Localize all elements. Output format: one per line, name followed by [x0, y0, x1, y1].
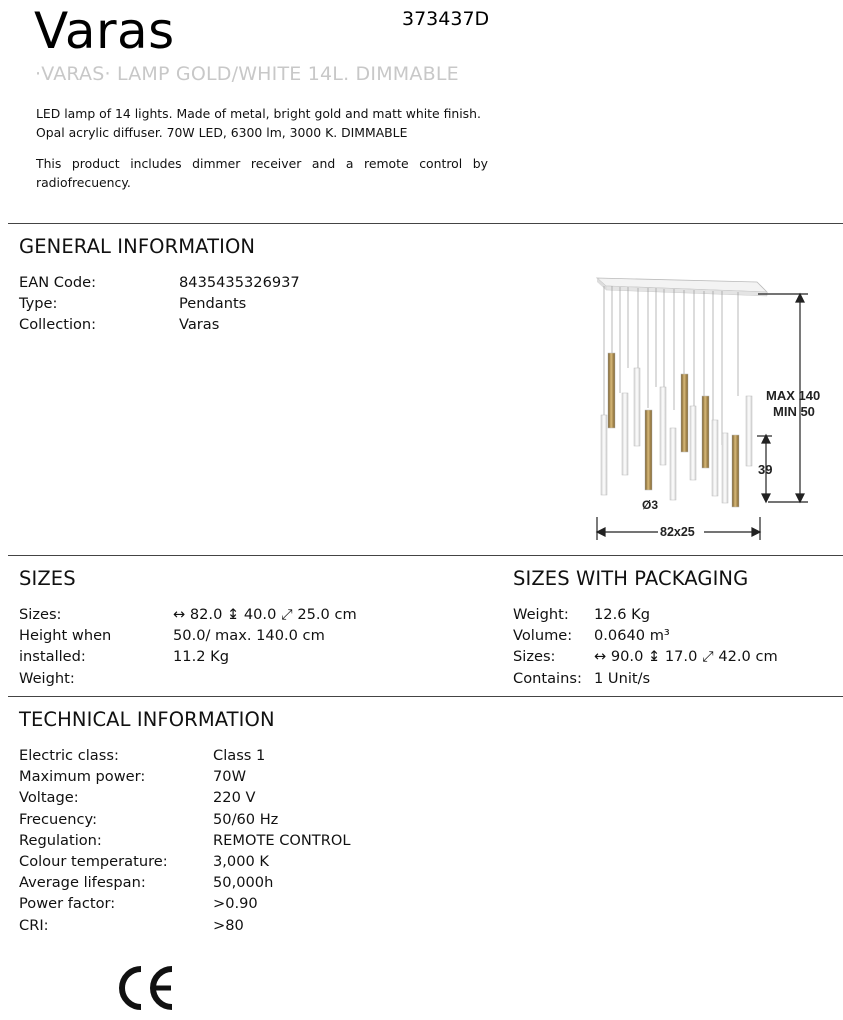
- white-tube: [746, 396, 752, 466]
- description-line-1: LED lamp of 14 lights. Made of metal, bright gold and matt white finish.: [36, 106, 481, 121]
- packaging-row: [513, 668, 778, 689]
- general-info-title: GENERAL INFORMATION: [19, 235, 256, 258]
- row-label: Average lifespan:: [19, 874, 146, 892]
- white-tube: [660, 387, 666, 465]
- row-label: CRI:: [19, 916, 49, 934]
- row-value: 50,000h: [213, 874, 274, 892]
- general-info-table: [19, 272, 300, 336]
- divider: [8, 696, 843, 697]
- row-label: Regulation:: [19, 831, 102, 849]
- row-value: REMOTE CONTROL: [213, 831, 351, 849]
- gold-tube: [732, 435, 739, 507]
- product-subtitle: ·VARAS· LAMP GOLD/WHITE 14L. DIMMABLE: [35, 63, 459, 85]
- row-value: 50/60 Hz: [213, 810, 279, 828]
- product-title: Varas: [34, 2, 175, 60]
- general-row-collection: [19, 314, 300, 335]
- white-tube: [690, 406, 696, 480]
- gold-tube: [702, 396, 709, 468]
- product-description: [36, 104, 488, 142]
- row-value: 0.0640 m³: [594, 627, 670, 645]
- row-label: Type:: [19, 295, 58, 313]
- row-value: Varas: [179, 316, 220, 334]
- row-label: Sizes:: [513, 648, 556, 666]
- technical-info-table: [19, 745, 350, 936]
- base-size-label: 82x25: [660, 525, 695, 539]
- divider: [8, 223, 843, 224]
- pendant-tubes: [601, 353, 752, 507]
- white-tube: [722, 433, 728, 503]
- diameter-label: Ø3: [642, 498, 659, 512]
- general-row-ean: [19, 272, 300, 293]
- ce-mark-icon: [114, 963, 178, 1013]
- tube-length-label: 39: [758, 462, 773, 477]
- product-reference: 373437D: [402, 8, 490, 30]
- packaging-row: [513, 646, 778, 667]
- weight-label: Weight:: [19, 669, 75, 687]
- gold-tube: [608, 353, 615, 428]
- white-tube: [601, 415, 607, 495]
- technical-row: [19, 915, 350, 936]
- gold-tube: [681, 374, 688, 452]
- packaging-row: [513, 625, 778, 646]
- row-label: Weight:: [513, 606, 569, 623]
- technical-row: [19, 809, 350, 830]
- sizes-values: [173, 604, 357, 668]
- packaging-table: [513, 604, 778, 689]
- row-value: 3,000 K: [213, 853, 269, 871]
- white-tube: [622, 393, 628, 475]
- height-value: 50.0/ max. 140.0 cm: [173, 627, 325, 645]
- row-label: Volume:: [513, 627, 573, 645]
- gold-tube: [645, 410, 652, 490]
- row-label: Contains:: [513, 669, 582, 687]
- row-label: Maximum power:: [19, 768, 146, 786]
- white-tube: [670, 428, 676, 500]
- technical-row: [19, 745, 350, 766]
- sizes-value: ↔ 82.0 ↨ 40.0 ⤢ 25.0 cm: [173, 606, 357, 623]
- row-value: 70W: [213, 768, 246, 786]
- installed-label: installed:: [19, 648, 86, 666]
- row-label: Colour temperature:: [19, 853, 168, 871]
- min-height-label: MIN 50: [773, 404, 815, 419]
- technical-row: [19, 872, 350, 893]
- general-row-type: [19, 293, 300, 314]
- row-value: 12.6 Kg: [594, 606, 650, 623]
- row-label: EAN Code:: [19, 274, 97, 291]
- max-height-label: MAX 140: [766, 388, 821, 403]
- technical-row: [19, 851, 350, 872]
- product-dimension-diagram: [562, 250, 842, 550]
- row-label: Collection:: [19, 316, 97, 334]
- row-value: >80: [213, 916, 244, 934]
- technical-row: [19, 830, 350, 851]
- white-tube: [712, 420, 718, 496]
- packaging-row: [513, 604, 778, 625]
- sizes-label: Sizes:: [19, 606, 62, 623]
- row-value: 220 V: [213, 789, 256, 807]
- row-label: Voltage:: [19, 789, 79, 807]
- white-tube: [634, 368, 640, 446]
- product-description-2: This product includes dimmer receiver and a remote control by radiofrecuency.: [36, 156, 488, 190]
- row-label: Electric class:: [19, 747, 119, 764]
- row-value: ↔ 90.0 ↨ 17.0 ⤢ 42.0 cm: [594, 648, 778, 666]
- description-line-2: Opal acrylic diffuser. 70W LED, 6300 lm, 3000 K. DIMMABLE: [36, 125, 408, 140]
- technical-row: [19, 787, 350, 808]
- height-label: Height when: [19, 627, 112, 645]
- technical-info-title: TECHNICAL INFORMATION: [19, 708, 275, 731]
- row-value: >0.90: [213, 895, 258, 913]
- packaging-title: SIZES WITH PACKAGING: [513, 567, 749, 590]
- technical-row: [19, 766, 350, 787]
- sizes-title: SIZES: [19, 567, 76, 590]
- row-value: 8435435326937: [179, 274, 300, 291]
- row-value: Pendants: [179, 295, 247, 313]
- row-label: Power factor:: [19, 895, 116, 913]
- divider: [8, 555, 843, 556]
- row-value: Class 1: [213, 747, 266, 764]
- technical-row: [19, 893, 350, 914]
- row-label: Frecuency:: [19, 810, 98, 828]
- weight-value: 11.2 Kg: [173, 648, 229, 666]
- sizes-labels: [19, 604, 111, 689]
- row-value: 1 Unit/s: [594, 669, 651, 687]
